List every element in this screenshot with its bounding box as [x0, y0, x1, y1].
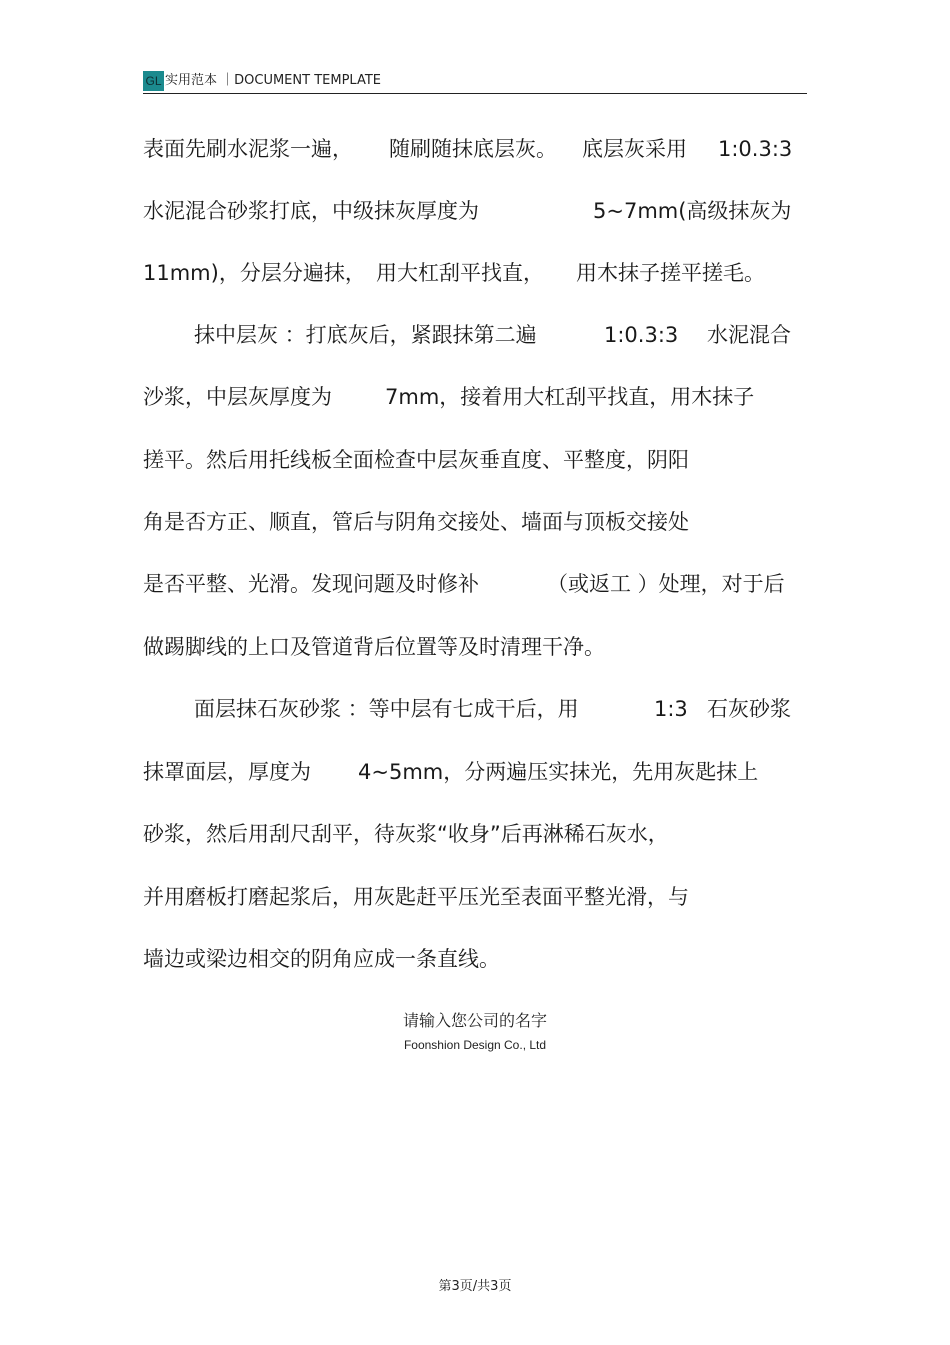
text-segment: 做踢脚线的上口及管道背后位置等及时清理干净。 [143, 635, 605, 659]
paragraph-line [0, 505, 950, 539]
text-segment: 1:0.3:3 [604, 323, 679, 347]
company-name-cn: 请输入您公司的名字 [402, 1011, 547, 1030]
text-segment: 水泥混合砂浆打底，中级抹灰厚度为 [143, 199, 479, 223]
paragraph-line [0, 942, 950, 976]
text-segment: 表面先刷水泥浆一遍， [143, 137, 353, 161]
paragraph-line [0, 380, 950, 414]
text-segment: 搓平。然后用托线板全面检查中层灰垂直度、平整度，阴阳 [143, 448, 689, 472]
paragraph-line [0, 755, 950, 789]
text-segment: 角是否方正、顺直，管后与阴角交接处、墙面与顶板交接处 [143, 510, 689, 534]
paragraph-line [0, 817, 950, 851]
text-segment: 沙浆，中层灰厚度为 [143, 385, 332, 409]
text-segment: 底层灰采用 [582, 137, 687, 161]
text-segment: 砂浆，然后用刮尺刮平，待灰浆“收身”后再淋稀石灰水， [143, 822, 669, 846]
company-name-en: Foonshion Design Co., Ltd [403, 1038, 547, 1052]
text-segment: 5~7mm(高级抹灰为 [593, 199, 792, 223]
text-segment: （或返工 ）处理，对于后 [547, 572, 785, 596]
text-segment: 石灰砂浆 [707, 697, 791, 721]
text-segment: 11mm)，分层分遍抹， [143, 261, 366, 285]
text-segment: 并用磨板打磨起浆后，用灰匙赶平压光至表面平整光滑，与 [143, 885, 689, 909]
text-segment: 1:3 [654, 697, 688, 721]
text-segment: 1:0.3:3 [718, 137, 793, 161]
text-segment: 面层抹石灰砂浆 ：等中层有七成干后，用 [194, 697, 579, 721]
text-segment: 抹中层灰 ：打底灰后，紧跟抹第二遍 [194, 323, 537, 347]
paragraph-line [0, 567, 950, 601]
text-segment: 7mm，接着用大杠刮平找直，用木抹子 [385, 385, 755, 409]
text-segment: 是否平整、光滑。发现问题及时修补 [143, 572, 479, 596]
text-segment: 用木抹子搓平搓毛。 [576, 261, 765, 285]
text-segment: 墙边或梁边相交的阴角应成一条直线。 [143, 947, 500, 971]
text-segment: 用大杠刮平找直， [376, 261, 544, 285]
paragraph-line [0, 630, 950, 664]
text-segment: 4~5mm，分两遍压实抹光，先用灰匙抹上 [358, 760, 759, 784]
paragraph-line [0, 256, 950, 290]
paragraph-line [0, 443, 950, 477]
gl-logo: GL [143, 71, 164, 91]
paragraph-line [0, 692, 950, 726]
text-segment: 水泥混合 [707, 323, 791, 347]
header-title: 实用范本 ｜DOCUMENT TEMPLATE [165, 73, 381, 88]
text-segment: 随刷随抹底层灰。 [389, 137, 557, 161]
text-segment: 抹罩面层，厚度为 [143, 760, 311, 784]
paragraph-line [0, 318, 950, 352]
paragraph-line [0, 132, 950, 166]
paragraph-line [0, 194, 950, 228]
paragraph-line [0, 880, 950, 914]
page-number: 第3页/共3页 [438, 1279, 512, 1294]
